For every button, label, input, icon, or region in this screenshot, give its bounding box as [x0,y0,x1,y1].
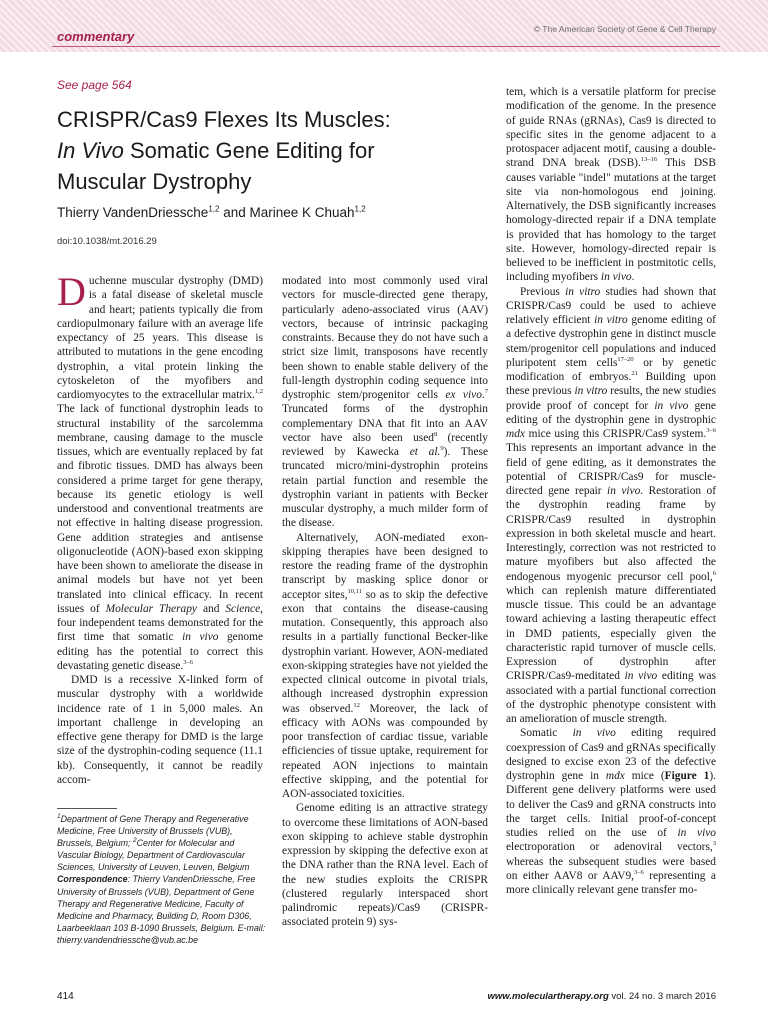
drop-cap: D [57,269,86,314]
text-run: Truncated forms of the dystrophin complementary DNA that fit into an AAV vector have also been used [282,403,488,444]
text-run: studies had shown that CRISPR/Cas9 could be used to achieve relatively efficient [506,285,716,326]
column-3 [506,85,716,897]
paragraph: Genome editing is an attractive strategy to overcome these limitations of AON-based exon skipping to achieve stable dystrophin expression by skipping the defective exon at the DNA rather than the RNA level. Each of the new studies exploits the CRISPR (clustered regularly interspaced short palindromic repeats)/Cas9 (CRISPR-associated protein 9) sys- [282,802,488,929]
paragraph [506,726,716,897]
affiliation-marker: 1 [57,813,61,821]
issue-info: vol. 24 no. 3 march 2016 [608,991,716,1002]
affiliation-marker: 2 [132,837,137,845]
section-label: commentary [57,29,135,44]
text-run: results, the new studies provide proof of concept for [506,385,717,412]
text-run: (recently reviewed by Kawecka [282,431,488,458]
text-run: Previous [520,285,566,298]
text-run: editing required coexpression of Cas9 and gRNAs specifically designed to excise exon 23 of the defective dystrophin gene in [506,727,716,782]
italic-term: in vivo [182,631,219,644]
reference-marker: 8 [433,430,438,438]
text-run: The lack of functional dystrophin leads to structural instability of the sarcolemma membrane, causing damage to the muscle tissues, which are eventually replaced by fat and fibrotic tissues. DMD has always been considered a prime target for gene therapy, because its genetic etiology is well understood and conventional treatments are not effective in halting disease progression. Gene addition strategies and antisense oligonucleotide (AON)-based exon skipping have been shown to ameliorate the disease in animal models but have not yet been translated into clinical efficacy. In recent issues of [57,403,263,615]
reference-marker: 17–20 [617,355,634,363]
title-line-2 [57,135,437,166]
paragraph [506,85,716,285]
italic-term: in vitro [565,285,601,298]
text-run: modated into most commonly used viral vectors for muscle-directed gene therapy, particularly adeno-associated virus (AAV) vectors, because of intrinsic packaging constraints. Because they do not have such a strict size limit, transposons have recently been shown to enable stable delivery of the full-length dystrophin coding sequence into dystrophic stem/progenitor cells [282,275,488,401]
reference-marker: 7 [484,388,488,396]
text-run: genome editing of a defective dystrophin gene in distinct muscle stem/progenitor cell populations and induced pluripotent stem cells [506,314,716,369]
text-run: genome editing has the potential to correct this devastating genetic disease. [57,631,264,672]
reference-marker: 3–6 [633,868,644,876]
text-run: . [481,389,485,401]
text-run: This DSB causes variable "indel" mutations at the target site via non-homologous end joining. Alternatively, the DSB significantly increases homology-directed repair if a DNA template is provided that has homology to the target site. However, homology-directed repair is believed to be inefficient in postmitotic cells, including myofibers [506,157,716,284]
paragraph [506,285,716,727]
italic-term: in vivo [624,670,658,683]
correspondence-address: : Thierry VandenDriessche, Free University of Brussels (VUB), Department of Gene Therapy and Regenerative Medicine, Faculty of Medicine and Pharmacy, Building D, Room D306, Laarbeeklaan 103 B-1090 Brussels, Belgium. E-mail: thierry.vandendriessche@vub.ac.be [57,874,266,945]
column-1 [57,269,264,787]
reference-marker: 9 [440,445,444,453]
journal-footer [488,991,716,1002]
footnote-rule [57,808,117,809]
reference-marker: 12 [353,701,360,709]
author-separator: and [219,205,250,220]
text-run: , four independent teams demonstrated for the first time that somatic [57,602,263,644]
title-line-3: Muscular Dystrophy [57,169,252,194]
text-run: mice using this CRISPR/Cas9 system. [524,428,707,440]
italic-term: in vitro [594,314,628,326]
italic-term: et al. [409,446,441,458]
reference-marker: 3–6 [706,427,716,435]
italic-term: mdx [605,770,625,782]
text-run: whereas the subsequent studies were based on either AAV8 or AAV9, [506,855,716,882]
doi[interactable]: doi:10.1038/mt.2016.29 [57,236,157,247]
author-1: Thierry VandenDriessche [57,205,209,220]
column-2 [282,274,488,930]
text-run: editing was associated with a partial functional correction of the dystrophic phenotype consistent with an amelioration of muscle strength. [506,670,716,725]
text-run: Building upon these previous [506,371,716,398]
affiliations-footnote [57,813,267,946]
title-italic: In Vivo [57,138,124,163]
reference-marker: 21 [631,370,638,378]
italic-term: mdx [506,428,525,440]
journal-name: Molecular Therapy [105,602,197,615]
affiliation-1: Department of Gene Therapy and Regenerative Medicine, Free University of Brussels (VUB), Brussels, Belgium; [57,814,249,849]
journal-url[interactable]: www.moleculartherapy.org [487,991,609,1002]
paragraph [282,531,488,802]
text-run: tem, which is a versatile platform for precise modification of the genome. In the presence of guide RNAs (gRNAs), Cas9 is directed to specific sites in the genome adjacent to a protospacer adjacent motif, causing a double-strand DNA break (DSB). [506,86,716,170]
text-run: which can replenish mature differentiated muscle tissue. This could be an advantage toward achieving a lasting therapeutic effect in DMD patients, especially given the characteristic rapid turnover of muscle cells. Expression of dystrophin after CRISPR/Cas9-meditated [506,584,716,683]
page-number: 414 [57,991,74,1002]
text-run: Alternatively, AON-mediated exon-skipping therapies have been designed to restore the reading frame of the dystrophin transcript by masking splice donor or acceptor sites, [282,531,488,601]
reference-marker: 3–6 [183,658,193,666]
italic-term: in vivo [607,485,641,497]
reference-marker: 13–16 [640,156,658,164]
affiliation-2: Center for Molecular and Vascular Biology, Department of Cardiovascular Sciences, University of Leuven, Leuven, Belgium [57,838,250,873]
italic-term: in vivo [677,827,716,839]
paragraph [57,269,264,673]
text-run: gene editing of the dystrophin gene in dystrophic [506,399,716,426]
author-2: Marinee K Chuah [249,205,355,220]
text-run: or by genetic modification of embryos. [506,356,716,383]
text-run: ). These truncated micro/mini-dystrophin proteins retain partial function and resemble the dystrophin variant in patients with Becker muscular dystrophy, a much milder form of the disease. [282,446,489,530]
reference-marker: 1,2 [254,388,263,396]
italic-term: in vivo [600,271,632,284]
author-list [57,205,457,220]
affiliations [57,813,267,873]
text-run: . [631,271,635,284]
text-run: electroporation or adenoviral vectors, [506,841,713,854]
paragraph: DMD is a recessive X-linked form of muscular dystrophy with a worldwide incidence rate of 1 in 5,000 males. An important challenge in developing an effective gene therapy for DMD is the large size of the dystrophin-coding sequence (11.1 kb). Consequently, it cannot be readily accom- [57,674,263,786]
text-run: uchenne muscular dystrophy (DMD) is a fatal disease of skeletal muscle and heart; patients typically die from cardiopulmonary failure with an average life expectancy of 25 years. This disease is attributed to mutations in the gene encoding dystrophin, a vital protein linking the cytoskeleton of the myofibers and cardiomyocytes to the extracellular matrix. [57,275,263,401]
correspondence [57,873,267,946]
reference-marker: 10,11 [347,587,362,595]
italic-term: in vivo [654,399,689,412]
correspondence-label: Correspondence [57,874,128,885]
italic-term: in vivo [572,727,616,740]
italic-term: ex vivo [445,389,482,401]
text-run: This represents an important advance in the field of gene editing, as it demonstrates the potential of CRISPR/Cas9 for muscle-directed gene repair [506,442,716,497]
paragraph [282,274,488,531]
reference-marker: 6 [712,569,716,577]
journal-name: Science [225,602,261,615]
header-rule [52,46,720,47]
author-2-affiliation: 1,2 [354,204,366,214]
title-line-1: CRISPR/Cas9 Flexes Its Muscles: [57,107,391,132]
text-run: Moreover, the lack of efficacy with AONs was compounded by poor transfection of cardiac tissue, variable efficiencies of tissue uptake, requirement for repeated AON injections to maintain effective skipping, and the potential for AON-associated toxicities. [282,702,488,800]
see-page-link[interactable]: See page 564 [57,78,132,92]
reference-marker: 3 [712,840,716,848]
title-line-2-rest: Somatic Gene Editing for [123,138,375,163]
article-title [57,104,437,197]
italic-term: in vitro [574,385,608,398]
text-run: so as to skip the defective exon that contains the disease-causing mutation. Consequently, this approach also results in a partially functional Becker-like dystrophin variant. However, AON-mediated exon-skipping strategies have not yielded the expected clinical outcome in pivotal trials, although increased dystrophin expression was observed. [282,588,488,715]
text-run: . Restoration of the dystrophin reading frame by CRISPR/Cas9 resulted in dystrophin expression in both skeletal muscle and heart. Interestingly, correction was not restricted to mature myofibers but also affected the endogenous myogenic precursor cell pool, [506,485,716,583]
figure-reference[interactable]: Figure 1 [664,770,710,782]
text-run: representing a more clinically relevant gene transfer mo- [506,869,716,896]
text-run: ). Different gene delivery platforms were used to deliver the Cas9 and gRNA constructs into the target cells. Initial proof-of-concept studies relied on the use of [506,770,716,839]
author-1-affiliation: 1,2 [208,204,220,214]
copyright-notice: © The American Society of Gene & Cell Therapy [533,24,716,34]
text-run: and [197,602,226,615]
text-run: Somatic [520,727,573,740]
text-run: mice ( [624,770,665,782]
